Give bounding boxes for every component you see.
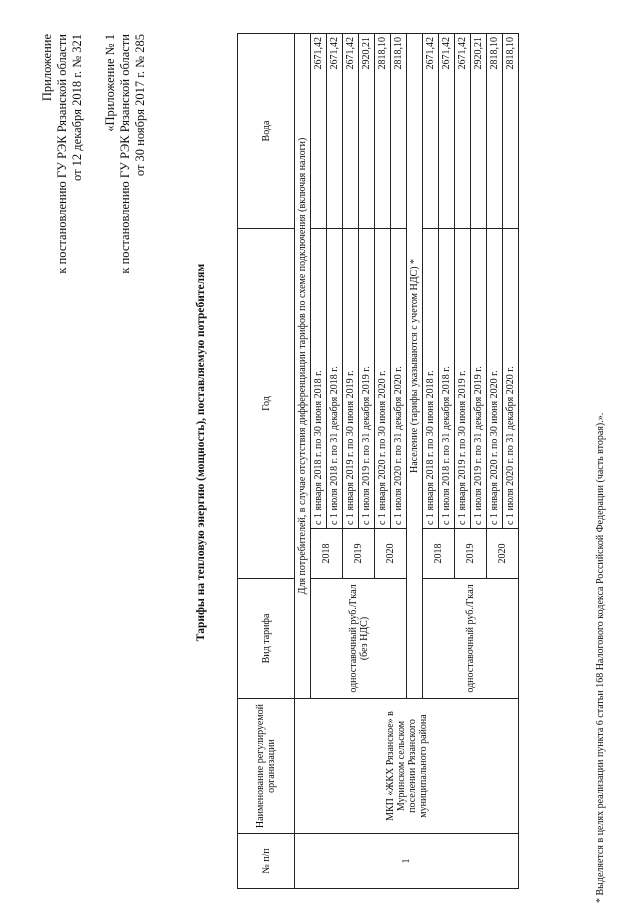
- tariff-table: [237, 33, 519, 889]
- row-number: 1: [295, 834, 519, 889]
- organization-name: МКП «ЖКХ Рязанское» в Муринском сельском поселении Рязанского муниципального района: [295, 699, 519, 834]
- tariff-kind: одноставочный руб./Гкал: [423, 579, 519, 699]
- document-title: Тарифы на тепловую энергию (мощность), поставляемую потребителям: [195, 263, 207, 642]
- year-cell: 2019: [343, 529, 375, 579]
- value-cell: 2671,42: [327, 33, 343, 228]
- period-cell: с 1 июля 2019 г. по 31 декабря 2019 г.: [471, 228, 487, 528]
- period-cell: с 1 января 2020 г. по 30 июня 2020 г.: [375, 228, 391, 528]
- header-line: к постановлению ГУ РЭК Рязанской области: [55, 34, 69, 274]
- period-cell: с 1 июля 2019 г. по 31 декабря 2019 г.: [359, 228, 375, 528]
- col-header-num: № п/п: [238, 834, 295, 889]
- period-cell: с 1 января 2019 г. по 30 июня 2019 г.: [343, 228, 359, 528]
- period-cell: с 1 июля 2020 г. по 31 декабря 2020 г.: [391, 228, 407, 528]
- value-cell: 2818,10: [503, 33, 519, 228]
- period-cell: с 1 июля 2018 г. по 31 декабря 2018 г.: [439, 228, 455, 528]
- value-cell: 2818,10: [487, 33, 503, 228]
- col-header-year: Год: [238, 228, 295, 578]
- value-cell: 2920,21: [471, 33, 487, 228]
- year-cell: 2018: [423, 529, 455, 579]
- header-line: к постановлению ГУ РЭК Рязанской области: [118, 34, 132, 274]
- table-header-row: [238, 33, 295, 888]
- period-cell: с 1 января 2019 г. по 30 июня 2019 г.: [455, 228, 471, 528]
- year-cell: 2020: [375, 529, 407, 579]
- period-cell: с 1 января 2020 г. по 30 июня 2020 г.: [487, 228, 503, 528]
- period-cell: с 1 января 2018 г. по 30 июня 2018 г.: [311, 228, 327, 528]
- table-row: [295, 33, 311, 888]
- section-heading: Население (тарифы указываются с учетом НДС) *: [407, 33, 423, 698]
- value-cell: 2671,42: [343, 33, 359, 228]
- section-heading: Для потребителей, в случае отсутствия дифференциации тарифов по схеме подключения (включая налоги): [295, 33, 311, 698]
- period-cell: с 1 июля 2020 г. по 31 декабря 2020 г.: [503, 228, 519, 528]
- header-line: от 30 ноября 2017 г. № 285: [133, 34, 147, 177]
- header-line: «Приложение № 1: [103, 34, 117, 132]
- col-header-kind: Вид тарифа: [238, 579, 295, 699]
- value-cell: 2671,42: [439, 33, 455, 228]
- value-cell: 2671,42: [455, 33, 471, 228]
- col-header-water: Вода: [238, 33, 295, 228]
- value-cell: 2920,21: [359, 33, 375, 228]
- year-cell: 2019: [455, 529, 487, 579]
- value-cell: 2818,10: [391, 33, 407, 228]
- value-cell: 2671,42: [311, 33, 327, 228]
- header-line: от 12 декабря 2018 г. № 321: [70, 34, 84, 182]
- value-cell: 2671,42: [423, 33, 439, 228]
- header-line: Приложение: [40, 34, 54, 102]
- period-cell: с 1 января 2018 г. по 30 июня 2018 г.: [423, 228, 439, 528]
- period-cell: с 1 июля 2018 г. по 31 декабря 2018 г.: [327, 228, 343, 528]
- col-header-org: Наименование регулируемой организации: [238, 699, 295, 834]
- tariff-kind: одноставочный руб./Гкал (без НДС): [311, 579, 407, 699]
- year-cell: 2020: [487, 529, 519, 579]
- document-header: [40, 34, 148, 294]
- value-cell: 2818,10: [375, 33, 391, 228]
- footnote: * Выделяется в целях реализации пункта 6 статьи 168 Налогового кодекса Российской Федерации (часть вторая).».: [595, 412, 606, 903]
- year-cell: 2018: [311, 529, 343, 579]
